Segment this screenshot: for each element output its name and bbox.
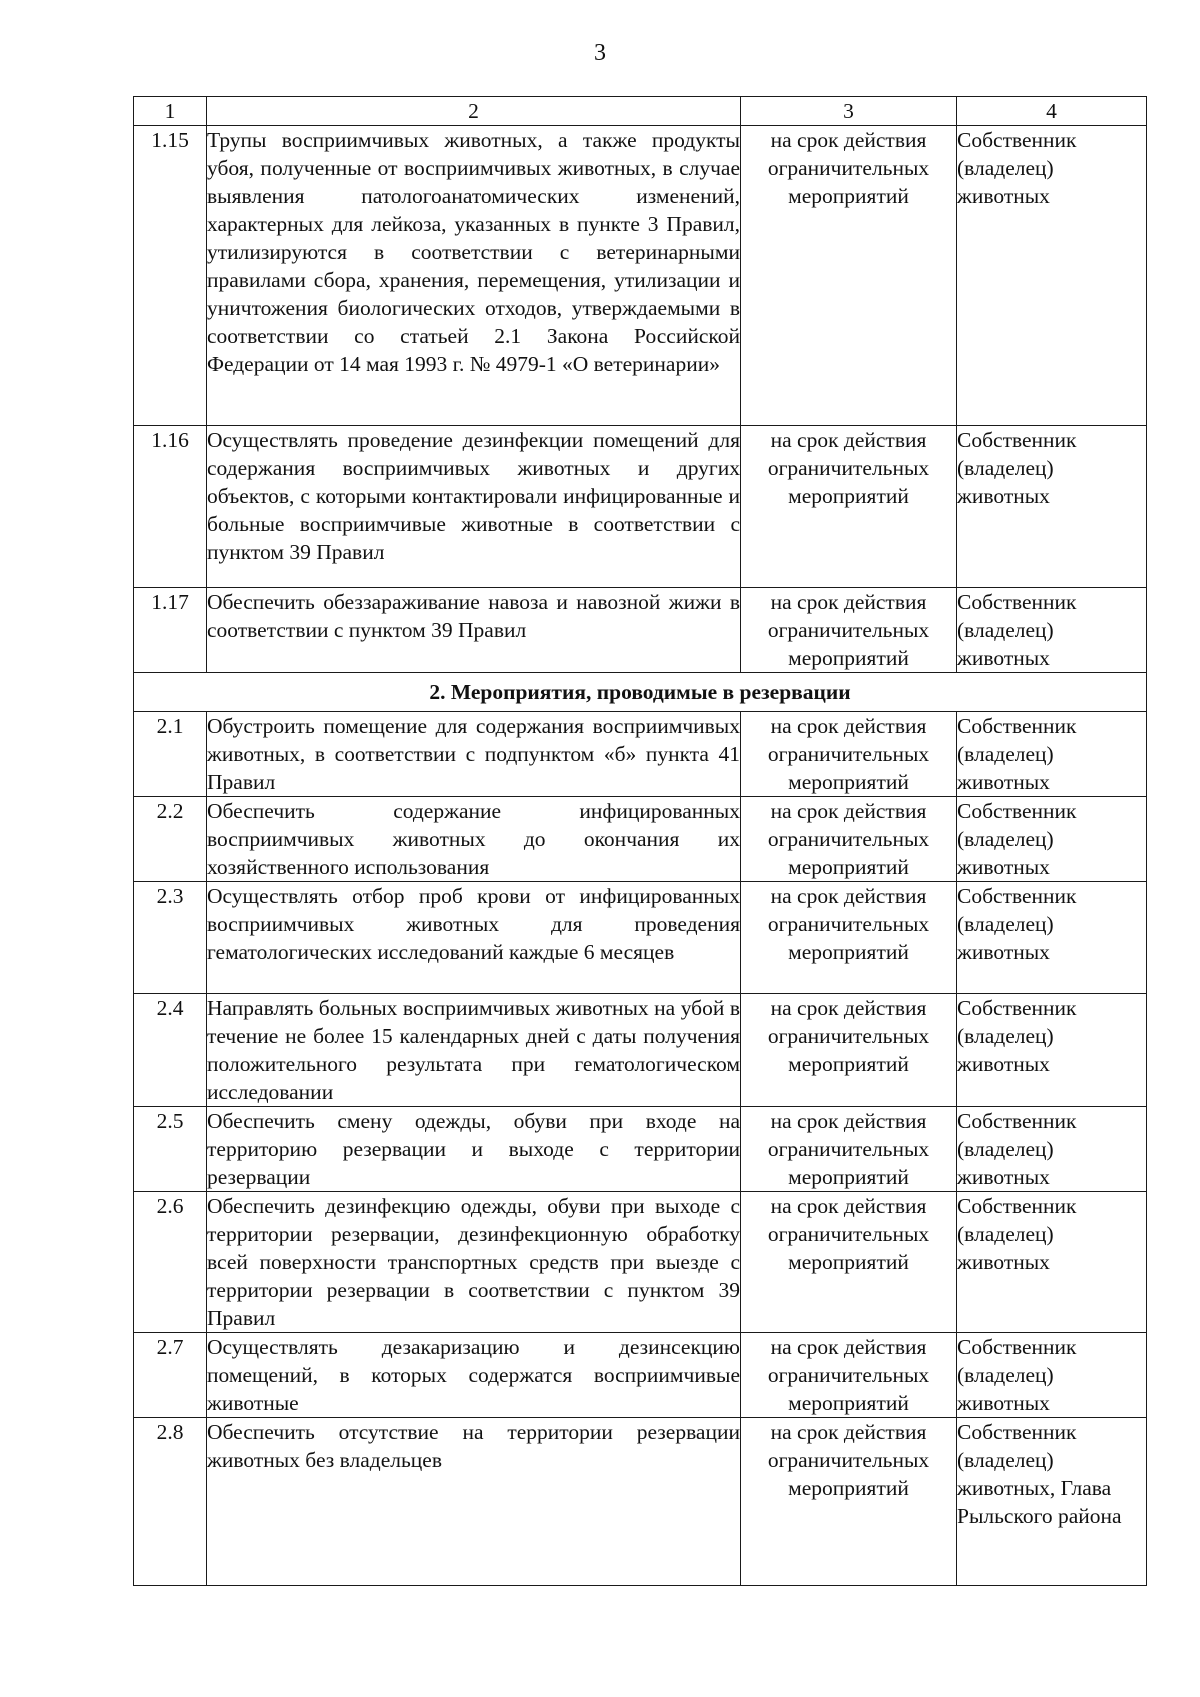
row-number: 1.15 <box>134 126 207 426</box>
row-number: 2.1 <box>134 712 207 797</box>
table-row <box>134 426 1147 588</box>
row-number: 2.5 <box>134 1107 207 1192</box>
row-term: на срок действия ограничительных мероприятий <box>741 588 957 673</box>
table-row <box>134 1192 1147 1333</box>
row-responsible: Собственник (владелец) животных, Глава Рыльского района <box>957 1418 1147 1586</box>
row-responsible: Собственник (владелец) животных <box>957 1107 1147 1192</box>
row-responsible: Собственник (владелец) животных <box>957 994 1147 1107</box>
row-number: 2.6 <box>134 1192 207 1333</box>
row-responsible: Собственник (владелец) животных <box>957 1333 1147 1418</box>
table-row <box>134 126 1147 426</box>
table-row <box>134 1107 1147 1192</box>
row-term: на срок действия ограничительных мероприятий <box>741 1333 957 1418</box>
row-number: 2.8 <box>134 1418 207 1586</box>
row-number: 2.2 <box>134 797 207 882</box>
row-term: на срок действия ограничительных мероприятий <box>741 797 957 882</box>
row-number: 1.17 <box>134 588 207 673</box>
row-responsible: Собственник (владелец) животных <box>957 426 1147 588</box>
row-term: на срок действия ограничительных мероприятий <box>741 712 957 797</box>
row-description: Обеспечить смену одежды, обуви при входе на территорию резервации и выходе с территории резервации <box>207 1107 741 1192</box>
row-responsible: Собственник (владелец) животных <box>957 1192 1147 1333</box>
row-description: Обеспечить обеззараживание навоза и навозной жижи в соответствии с пунктом 39 Правил <box>207 588 741 673</box>
section-heading-row <box>134 673 1147 712</box>
row-term: на срок действия ограничительных мероприятий <box>741 1107 957 1192</box>
row-number: 2.7 <box>134 1333 207 1418</box>
page-number: 3 <box>594 40 606 66</box>
row-description: Направлять больных восприимчивых животных на убой в течение не более 15 календарных дней с даты получения положительного результата при гематологическом исследовании <box>207 994 741 1107</box>
section-heading: 2. Мероприятия, проводимые в резервации <box>134 673 1147 712</box>
table-row <box>134 797 1147 882</box>
column-header-2: 2 <box>207 97 741 126</box>
row-description: Обеспечить отсутствие на территории резервации животных без владельцев <box>207 1418 741 1586</box>
row-description: Обеспечить содержание инфицированных восприимчивых животных до окончания их хозяйственного использования <box>207 797 741 882</box>
row-number: 2.3 <box>134 882 207 994</box>
table-row <box>134 882 1147 994</box>
table-row <box>134 1418 1147 1586</box>
row-number: 2.4 <box>134 994 207 1107</box>
row-description: Осуществлять проведение дезинфекции помещений для содержания восприимчивых животных и других объектов, с которыми контактировали инфицированные и больные восприимчивые животные в соответствии с пунктом 39 Правил <box>207 426 741 588</box>
row-responsible: Собственник (владелец) животных <box>957 126 1147 426</box>
table-row <box>134 1333 1147 1418</box>
row-term: на срок действия ограничительных мероприятий <box>741 426 957 588</box>
table-row <box>134 588 1147 673</box>
row-description: Трупы восприимчивых животных, а также продукты убоя, полученные от восприимчивых животных, в случае выявления патологоанатомических изменений, характерных для лейкоза, указанных в пункте 3 Правил, утилизируются в соответствии с ветеринарными правилами сбора, хранения, перемещения, утилизации и уничтожения биологических отходов, утверждаемыми в соответствии со статьей 2.1 Закона Российской Федерации от 14 мая 1993 г. № 4979-1 «О ветеринарии» <box>207 126 741 426</box>
row-description: Осуществлять дезакаризацию и дезинсекцию помещений, в которых содержатся восприимчивые животные <box>207 1333 741 1418</box>
row-description: Осуществлять отбор проб крови от инфицированных восприимчивых животных для проведения гематологических исследований каждые 6 месяцев <box>207 882 741 994</box>
column-header-1: 1 <box>134 97 207 126</box>
row-term: на срок действия ограничительных мероприятий <box>741 1418 957 1586</box>
row-responsible: Собственник (владелец) животных <box>957 712 1147 797</box>
row-term: на срок действия ограничительных мероприятий <box>741 126 957 426</box>
table-header-row <box>134 97 1147 126</box>
table-row <box>134 994 1147 1107</box>
row-term: на срок действия ограничительных мероприятий <box>741 994 957 1107</box>
table-row <box>134 712 1147 797</box>
row-responsible: Собственник (владелец) животных <box>957 588 1147 673</box>
row-description: Обустроить помещение для содержания восприимчивых животных, в соответствии с подпунктом «б» пункта 41 Правил <box>207 712 741 797</box>
row-term: на срок действия ограничительных мероприятий <box>741 882 957 994</box>
row-responsible: Собственник (владелец) животных <box>957 797 1147 882</box>
row-responsible: Собственник (владелец) животных <box>957 882 1147 994</box>
column-header-4: 4 <box>957 97 1147 126</box>
measures-table <box>133 96 1147 1586</box>
row-number: 1.16 <box>134 426 207 588</box>
column-header-3: 3 <box>741 97 957 126</box>
row-term: на срок действия ограничительных мероприятий <box>741 1192 957 1333</box>
row-description: Обеспечить дезинфекцию одежды, обуви при выходе с территории резервации, дезинфекционную обработку всей поверхности транспортных средств при выезде с территории резервации в соответствии с пунктом 39 Правил <box>207 1192 741 1333</box>
